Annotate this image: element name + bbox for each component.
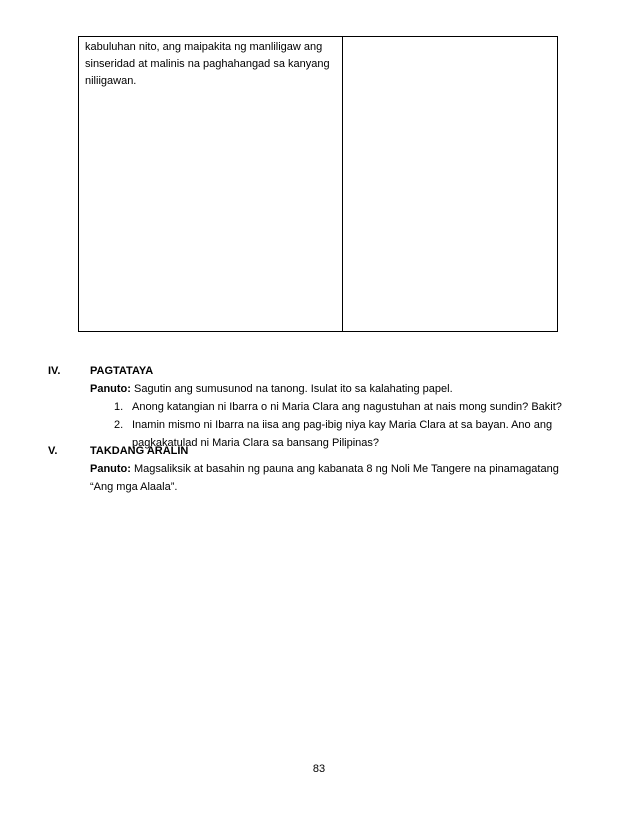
table-left-cell (79, 37, 343, 331)
panuto-continuation: “Ang mga Alaala”. (90, 481, 178, 493)
panuto-text: Magsaliksik at basahin ng pauna ang kabanata 8 ng Noli Me Tangere na pinamagatang (130, 463, 559, 475)
panuto-text: Sagutin ang sumusunod na tanong. Isulat ito sa kalahating papel. (130, 383, 453, 395)
section-title: PAGTATAYA (90, 365, 154, 377)
section-number: IV. (48, 365, 61, 377)
table-cell-line: sinseridad at malinis na paghahangad sa kanyang (85, 58, 330, 70)
panuto-label: Panuto: (90, 383, 131, 395)
table-right-cell (343, 37, 557, 331)
panuto-line (90, 460, 559, 478)
page-number: 83 (312, 763, 326, 775)
table-cell-line: niliigawan. (85, 75, 137, 87)
list-item-number: 2. (114, 419, 124, 431)
list-item-text: Anong katangian ni Ibarra o ni Maria Clara ang nagustuhan at nais mong sundin? Bakit? (132, 401, 562, 413)
section-number: V. (48, 445, 58, 457)
list-item-text: pagkakatulad ni Maria Clara sa bansang Pilipinas? (132, 437, 380, 449)
panuto-line (90, 380, 453, 398)
table-cell-line: kabuluhan nito, ang maipakita ng manliligaw ang (85, 41, 323, 53)
panuto-label: Panuto: (90, 463, 131, 475)
section-title: TAKDANG ARALIN (90, 445, 189, 457)
list-item-text: Inamin mismo ni Ibarra na iisa ang pag-ibig niya kay Maria Clara at sa bayan. Ano ang (132, 419, 553, 431)
answer-table (78, 36, 558, 332)
list-item-number: 1. (114, 401, 124, 413)
